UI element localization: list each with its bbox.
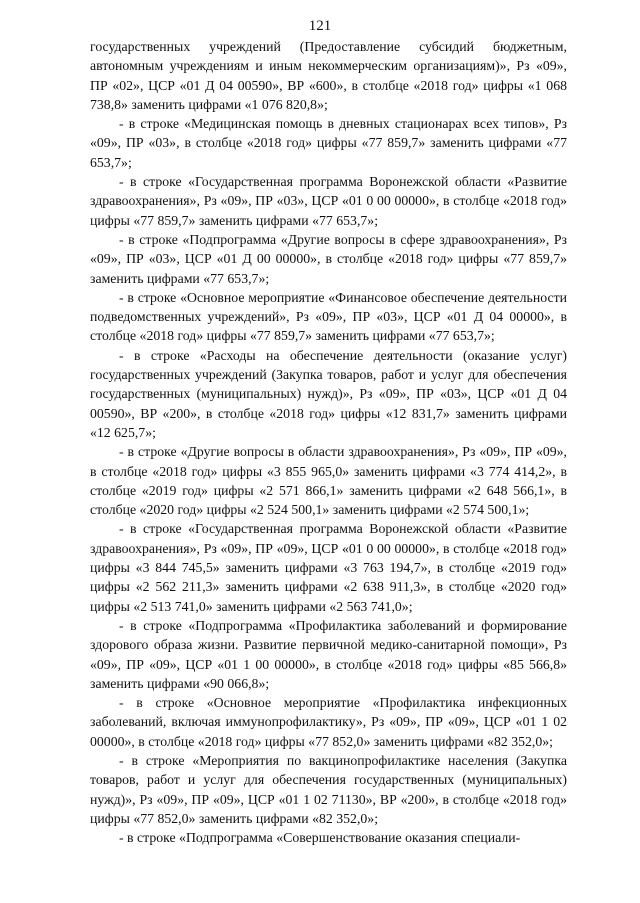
paragraph: - в строке «Основное мероприятие «Финансовое обеспечение деятельности подведомственных учреждений», Рз «09», ПР «03», ЦСР «01 Д 04 00000», в столбце «2018 год» цифры «77 859,7» заменить цифрами «77 653,7»; [90,289,567,344]
paragraph: - в строке «Мероприятия по вакцинопрофилактике населения (Закупка товаров, работ и услуг для обеспечения государственных (муниципальных) нужд)», Рз «09», ПР «09», ЦСР «01 1 02 71130», ВР «200», в столбце «2018 год» цифры «77 852,0» заменить цифрами «82 352,0»; [90,752,567,826]
paragraph: - в строке «Подпрограмма «Совершенствование оказания специали- [119,830,521,846]
paragraph: - в строке «Расходы на обеспечение деятельности (оказание услуг) государственных учреждений (Закупка товаров, работ и услуг для обеспечения государственных (муниципальных) нужд)», Рз «09», ПР «03», ЦСР «01 Д 04 00590», ВР «200», в столбце «2018 год» цифры «12 831,7» заменить цифрами «12 625,7»; [90,347,567,440]
paragraph: государственных учреждений (Предоставление субсидий бюджетным, автономным учреждениям и иным некоммерческим организациям)», Рз «09», ПР «02», ЦСР «01 Д 04 00590», ВР «600», в столбце «2018 год» цифры «1 068 738,8» заменить цифрами «1 076 820,8»; [90,39,567,112]
document-body [90,37,567,847]
paragraph: - в строке «Другие вопросы в области здравоохранения», Рз «09», ПР «09», в столбце «2018 год» цифры «3 855 965,0» заменить цифрами «3 774 414,2», в столбце «2019 год» цифры «2 571 866,1» заменить цифрами «2 648 566,1», в столбце «2020 год» цифры «2 524 500,1» заменить цифрами «2 574 500,1»; [90,444,567,518]
paragraph: - в строке «Государственная программа Воронежской области «Развитие здравоохранения», Рз «09», ПР «03», ЦСР «01 0 00 00000», в столбце «2018 год» цифры «77 859,7» заменить цифрами «77 653,7»; [90,174,567,228]
paragraph: - в строке «Государственная программа Воронежской области «Развитие здравоохранения», Рз «09», ПР «09», ЦСР «01 0 00 00000», в столбце «2018 год» цифры «3 844 745,5» заменить цифрами «3 763 194,7», в столбце «2019 год» цифры «2 562 211,3» заменить цифрами «2 638 911,3», в столбце «2020 год» цифры «2 513 741,0» заменить цифрами «2 563 741,0»; [90,521,567,614]
page-number: 121 [308,18,332,34]
paragraph: - в строке «Подпрограмма «Другие вопросы в сфере здравоохранения», Рз «09», ПР «03», ЦСР «01 Д 00 00000», в столбце «2018 год» цифры «77 859,7» заменить цифрами «77 653,7»; [90,231,567,286]
paragraph: - в строке «Подпрограмма «Профилактика заболеваний и формирование здорового образа жизни. Развитие первичной медико-санитарной помощи», Рз «09», ПР «09», ЦСР «01 1 00 00000», в столбце «2018 год» цифры «85 566,8» заменить цифрами «90 066,8»; [90,617,567,691]
paragraph: - в строке «Основное мероприятие «Профилактика инфекционных заболеваний, включая иммунопрофилактику», Рз «09», ПР «09», ЦСР «01 1 02 00000», в столбце «2018 год» цифры «77 852,0» заменить цифрами «82 352,0»; [90,695,567,749]
paragraph: - в строке «Медицинская помощь в дневных стационарах всех типов», Рз «09», ПР «03», в столбце «2018 год» цифры «77 859,7» заменить цифрами «77 653,7»; [90,116,567,170]
